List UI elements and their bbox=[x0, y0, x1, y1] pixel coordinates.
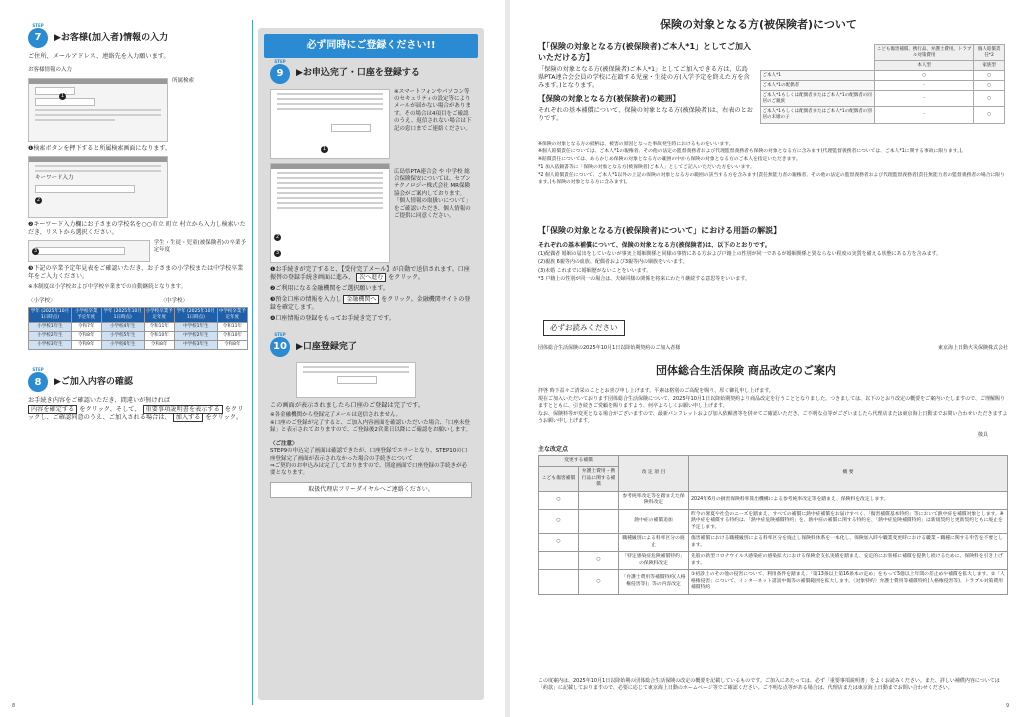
step9-side-note: ※スマートフォンやパソコン等のセキュリティの設定等によりメールが届かない場合があります。その場合は4項目をご確認のうえ、返信されない場合は下記の窓口までご連絡ください。 bbox=[394, 88, 472, 132]
table-row: 小学校1年生 令和7年 小学校4年生 令和11年 中学校1年生 令和11年 bbox=[29, 323, 248, 332]
table-row: ○ 参考純率改定等を踏まえた保険料改定 2024年6月の損害保険料率算出機構による参考純率改定等を踏まえ、保険料を改定します。 bbox=[539, 491, 1008, 509]
complete-screenshot bbox=[270, 89, 390, 159]
step7-desc: ご住所、メールアドレス、連絡先を入力願います。 bbox=[28, 53, 170, 60]
main-points-label: 主な改定点 bbox=[538, 446, 569, 453]
step10-title: ▶口座登録完了 bbox=[296, 341, 357, 352]
grad-year-screenshot bbox=[28, 240, 150, 262]
caution-2: ⇒ご契約のお申込みは完了しておりますので、別途画面で口座登録の手続きが必要となります。 bbox=[270, 462, 468, 477]
table-row: ○ 熱中症の補償追加 昨今の暑夏や社会のニーズを踏まえ、すべての補償に熱中症補償をお届けすべく、「傷害補償基本特約」等において熱中症を補償対象とします。※熱中症を補償する特約は、「熱中症危険補償特約」を、熱中症の補償に関する特約を、「熱中症危険補償特約」は新規契約と更新契約ともに廃止を予定します。 bbox=[539, 509, 1008, 533]
table-row: ○ 「弁護士費用等補償特約(人格権侵害等)」等の内容改定 ①初診上のその他の侵害について、利用条件を踏まえ、「第13条以上第16条本の定め」をもって5億以上年間の差止めや補償を拡大します。②「人格権侵害」について、インターネット誹謗中傷等の補償範囲を拡大します。〈対象特約〉弁護士費用等補償特約(人格権侵害等)、トラブル対策費用補償特約 bbox=[539, 570, 1008, 594]
bank-select-screenshot bbox=[270, 163, 390, 263]
insured-p1: 「保険の対象となる方(被保険者)ご本人*1」としてご加入できる方は、広島県PTA連合会会員の学校に在籍する児童・生徒の方(入学予定を終えた方を含みます。)となります。 bbox=[538, 65, 750, 90]
right-column-panel bbox=[258, 28, 484, 700]
junior-label: 〈中学校〉 bbox=[160, 297, 188, 304]
th-4: 学年 (2025年10月1日時点) bbox=[174, 308, 217, 323]
th-1: 小学校卒業予定年度 bbox=[71, 308, 101, 323]
revision-table: 変更する補償 改 定 項 目 概 要 こども傷害補償 弁護士費用・携行品に関する補償 ○ 参考純率改定等を踏まえた保険料改定 2024年6月の損害保険料率算出機構による参考純率改定等を踏まえ、保険料を改定します。 ○ 熱中症の補償追加 昨今の暑夏や社会のニーズを踏まえ、すべての補償に熱中症補償をお届けすべく、「傷害補償基本特約」等において熱中症を補償対象とします。※熱中症を補償する特約は、「熱中症危険補償特約」を、熱中症の補償に関する特約を、「熱中症危険補償特約」は新規契約と更新契約ともに廃止を予定します。 ○ 職種級別による料率区分の廃止 傷害補償における職種級別による料率区分を廃止し保険料体系を一本化し、保険加入時や職業変更時における職業・職種に関する申告を不要とします。 ○ 「特定感染症危険補償特約」の保険料改定 先般の新型コロナウイルス感染症の感染拡大における保険金支払実績を踏まえ、安定的にお客様に補償を提供し続けるために、保険料を引き上げます。 ○ 「弁護士費用等補償特約(人格権侵害等)」等の内容改定 ①初診上のその他の侵害について、利用条件を踏まえ、「第13条以上第16条本の定め」をもって5億以上年間の差止めや補償を拡大します。②「人格権侵害」について、インターネット誹謗中傷等の補償範囲を拡大します。〈対象特約〉弁護士費用等補償特約(人格権侵害等)、トラブル対策費用補償特約 bbox=[538, 455, 1008, 595]
register-banner: 必ず同時にご登録ください!! bbox=[264, 34, 478, 58]
graduation-table bbox=[28, 307, 248, 350]
step7-note3b: ※本制度は小学校および中学校卒業までの自動継続となります。 bbox=[28, 284, 187, 291]
table-row: ご本人*1もしくは配偶者またはご本人*1の配偶者の別居の未婚の子 - ○ bbox=[761, 107, 1005, 123]
revision-title: 団体総合生活保険 商品改定のご案内 bbox=[656, 364, 836, 377]
search-label: 所属検索 bbox=[172, 77, 195, 84]
column-divider bbox=[252, 20, 253, 705]
th-2: 学年 (2025年10月1日時点) bbox=[101, 308, 144, 323]
marker-3: 3 bbox=[33, 248, 38, 255]
th-5: 中学校卒業予定年度 bbox=[217, 308, 247, 323]
step9-b1: ❶お手続きが完了すると、【受付完了メール】が自動で送信されます。口座振替の登録手続き画面に進み、 次へ進む をクリック。 bbox=[270, 265, 470, 281]
insured-table: こども傷害補償、携行品、弁護士費用、トラブル対策費用 個人賠償責任*2 本人型 家族型 ご本人*1 ○ ○ ご本人*1の配偶者 - ○ ご本人*1もしくは配偶者またはご本人*1の配偶者の同居のご親族 - ○ ご本人*1もしくは配偶者またはご本人*1の配偶者の別居の未婚の子 - ○ bbox=[760, 44, 1005, 124]
step8-desc: お手続き内容をご確認いただき、間違いが無ければ 内容を確定する をクリック、そして、 重要事項説明書を表示する をクリックし、ご確認同意のうえ、ご加入される場合は、 加入する をクリック。 bbox=[28, 397, 244, 422]
marker-2: 2 bbox=[36, 197, 41, 203]
step9-badge: STEP 9 bbox=[270, 64, 290, 84]
join-button[interactable]: 加入する bbox=[173, 413, 204, 422]
step7-title: ▶お客様(加入者)情報の入力 bbox=[54, 32, 169, 43]
step7-note1: ❶検索ボタンを押下すると所属検索画面になります。 bbox=[28, 144, 171, 152]
table-row: 小学校2年生 令和8年 小学校5年生 令和10年 中学校2年生 令和10年 bbox=[29, 332, 248, 341]
table-row: ○ 職種級別による料率区分の廃止 傷害補償における職種級別による料率区分を廃止し保険料体系を一本化し、保険加入時や職業変更時における職業・職種に関する申告を不要とします。 bbox=[539, 534, 1008, 552]
insured-intro bbox=[538, 40, 753, 126]
th-0: 学年 (2025年10月1日時点) bbox=[29, 308, 72, 323]
doc-header-row bbox=[538, 345, 1008, 352]
marker-1: 1 bbox=[60, 92, 65, 99]
step7-header bbox=[28, 23, 248, 48]
revision-footer: この度案内は、2025年10月1日以降始期の団体総合生活保険の改定の概要を記載しているものです。ご加入にあたっては、必ず「重要事項説明書」をよくお読みください。また、詳しい補償内容については「約款」に記載しておりますので、必要に応じて東京海上日動のホームページ等でご確認ください。ご不明な点等がある場合は、代理店または東京海上日動までお問い合わせください。 bbox=[538, 678, 1000, 691]
grad-year-label: 学生・生徒・児童(被保険者)の卒業予定年度 bbox=[153, 240, 246, 254]
step8-badge: STEP 8 bbox=[28, 372, 48, 392]
table-row: ご本人*1の配偶者 - ○ bbox=[761, 81, 1005, 91]
show-important-button[interactable]: 重要事項説明書を表示する bbox=[143, 405, 223, 414]
insured-p2: それぞれの基本補償について、保険の対象となる方(被保険者)は、右表のとおりです。 bbox=[538, 106, 753, 123]
step7-sub: お客様情報の入力 bbox=[28, 67, 73, 74]
step10-desc: この画面が表示されましたら口座のご登録は完了です。 bbox=[270, 402, 425, 410]
caution-heading: 〈ご注意〉 bbox=[270, 440, 298, 447]
caution-1: STEP9の申込完了画面は確認できたが、口座登録でエラーとなり、STEP10の口座登録完了画面が表示されなかった場合の手続きについて bbox=[270, 448, 468, 462]
step7-note3: ❸下記の卒業予定年見表をご確認いただき、お子さまの小学校または中学校卒業年をご入力ください。 bbox=[28, 265, 244, 281]
step7-note2: ❷キーワード入力欄にお子さまの学校名を○○市立 町立 村立から入力し検索いただき、リストから選択ください。 bbox=[28, 220, 246, 236]
page-number-left: 8 bbox=[12, 703, 16, 709]
to-bank-button[interactable]: 金融機関へ bbox=[343, 295, 379, 304]
left-page bbox=[0, 0, 505, 717]
call-agent-box: 取扱代理店フリーダイヤルへご連絡ください。 bbox=[270, 482, 472, 498]
term-title: 【「保険の対象となる方(被保険者)について」における用語の解説】 bbox=[538, 226, 782, 235]
closing: 敬具 bbox=[978, 432, 989, 438]
step8-title: ▶ご加入内容の確認 bbox=[54, 377, 133, 388]
step8-header bbox=[28, 367, 248, 392]
step10-header bbox=[270, 332, 472, 357]
doc-issuer: 東京海上日動火災保険株式会社 bbox=[937, 345, 1008, 351]
page-number-right: 9 bbox=[1006, 703, 1010, 709]
step10-badge: STEP 10 bbox=[270, 337, 290, 357]
insured-h2: 【保険の対象となる方(被保険者)の範囲】 bbox=[538, 93, 680, 103]
search-screen-screenshot bbox=[28, 156, 168, 218]
elem-label: 〈小学校〉 bbox=[28, 297, 56, 304]
insured-notes: ※保険の対象となる方の続柄は、被害の原因となった事故発生時におけるものをいいます。 ※個人賠償責任については、ご本人*1の親権者、その他の法定の監督義務者および代理監督義務者も保険の対象となる方に含みます(代理監督義務者については、ご本人*1に関する事故に限ります。)。 ※賠償責任については、あらかじめ保険の対象となる方の範囲の中から保険の対象となる方のご本人を指定いただきます。 *1 加入依頼書等に「保険の対象となる方(被保険者)ご本人」としてご記入いただいた方をいいます。 *2 個人賠償責任について、ご本人*1以外の上記の保険の対象となる方の範囲の該当する方を含みます(責任無能力者の親権者、その他の法定の監督義務者および代理監督義務者(責任無能力者の監督義務者の場合に限ります。)も保険の対象となる方に含みます)。 bbox=[538, 141, 1005, 185]
keyword-label: キーワード入力 bbox=[35, 174, 74, 181]
insured-title: 保険の対象となる方(被保険者)について bbox=[660, 18, 857, 31]
left-column bbox=[28, 23, 248, 424]
step9-title: ▶お申込完了・口座を登録する bbox=[296, 68, 420, 79]
customer-form-screenshot bbox=[28, 78, 168, 142]
table-row: ご本人*1もしくは配偶者またはご本人*1の配偶者の同居のご親族 - ○ bbox=[761, 91, 1005, 107]
insured-h1: 【「保険の対象となる方(被保険者)ご本人*1」としてご加入いただける方】 bbox=[538, 42, 752, 62]
marker-2b: 2 bbox=[275, 233, 280, 240]
next-button[interactable]: 次へ進む bbox=[356, 273, 386, 282]
step9-side-note2: 広島県PTA連合会 や 中学校 総合保険保安については、セブンテクノロジー株式会社 MR保険協会がご案内しております。「個人情報の取扱いについて」をご確認いただき、個人情報のご提供に同意ください。 bbox=[394, 168, 471, 220]
table-row: ご本人*1 ○ ○ bbox=[761, 71, 1005, 81]
th-3: 小学校卒業予定年度 bbox=[144, 308, 174, 323]
marker-1b: 1 bbox=[322, 145, 327, 152]
step7-badge: STEP 7 bbox=[28, 28, 48, 48]
step9-b2: ❷ご利用になる金融機関をご選択願います。 bbox=[270, 284, 389, 292]
doc-addressee: 団体総合生活保険の2025年10月1日以降始期契約のご加入者様 bbox=[538, 345, 681, 351]
step9-b3: ❸預金口座の情報を入力し 金融機関へ をクリック。金融機関サイトの登録を確定します。 bbox=[270, 295, 471, 311]
must-read-box: 必ずお読みください bbox=[543, 320, 625, 336]
account-done-screenshot bbox=[296, 362, 416, 398]
term-body: それぞれの基本補償について、保険の対象となる方(被保険者)は、以下のとおりです。 (1)配偶者 婚姻の届出をしていないが事実上婚姻関係と同様の事情にある方および戸籍上の性別が同一であるが婚姻関係と異ならない程度の実質を備える状態にある方を含みます。 (2)親族 6親等内の血族、配偶者および3親等内の姻族をいいます。 (3)未婚 これまでに婚姻歴がないことをいいます。 *3 戸籍上の性別が同一の場合は、夫婦同様の関係を将来にわたり継続する意思等をいいます。 bbox=[538, 241, 942, 282]
step9-header bbox=[270, 58, 472, 84]
marker-3b: 3 bbox=[275, 249, 280, 256]
step10-d2: ※口座のご登録が完了すると、ご加入内容画面を確認いただいた場合、「口座未登録」と表示されておりますので、ご登録後2営業日以降にご確認をお願いします。 bbox=[270, 419, 471, 434]
table-row: 小学校3年生 令和9年 小学校6年生 令和8年 中学校3年生 令和8年 bbox=[29, 341, 248, 350]
table-row: ○ 「特定感染症危険補償特約」の保険料改定 先般の新型コロナウイルス感染症の感染拡大における保険金支払実績を踏まえ、安定的にお客様に補償を提供し続けるために、保険料を引き上げます。 bbox=[539, 552, 1008, 570]
confirm-button[interactable]: 内容を確定する bbox=[28, 405, 77, 414]
step9-b4: ❹口座情報の登録をもってお手続き完了です。 bbox=[270, 314, 395, 322]
revision-intro: 拝啓 時下益々ご清栄のこととお喜び申し上げます。平素は格別のご高配を賜り、厚く御礼申し上げます。 現在ご加入いただいております団体総合生活保険について、2025年10月1日以降始期契約より商品改定を行うこととなりました。つきましては、以下のとおり改定の概要をご案内いたしますので、ご理解賜りますとともに、引き続きご愛顧を賜りますよう、何卒よろしくお願い申し上げます。 なお、保険料等が変更となる場合がございますので、最新パンフレットおよび加入依頼書等を併せてご確認いただき、ご不明な点等がございましたら代理店または東京海上日動までお問い合わせいただきますようお願い申し上げます。 bbox=[538, 387, 1008, 424]
step10-d1: ※各金融機関から登録完了メールは送信されません。 bbox=[270, 412, 402, 419]
